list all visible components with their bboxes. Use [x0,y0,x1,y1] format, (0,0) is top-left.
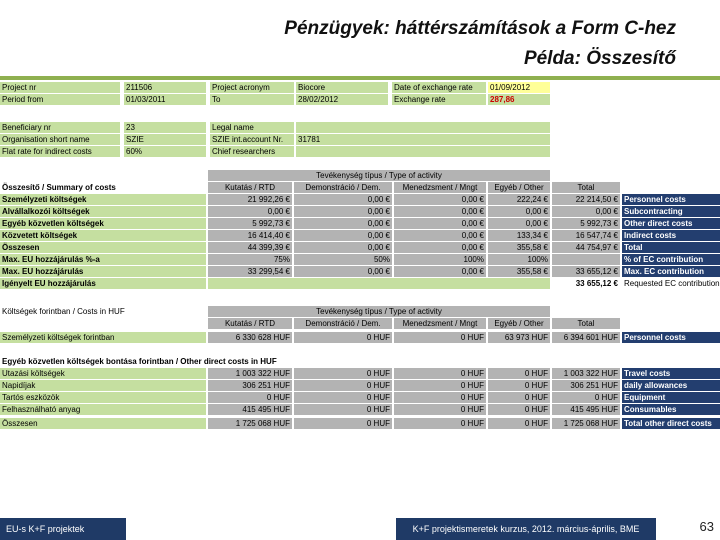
cell: 16 414,40 € [208,230,292,241]
cell: 63 973 HUF [488,332,550,343]
cell: Period from [0,94,120,105]
english-label: Subcontracting [622,206,720,217]
cell: Project nr [0,82,120,93]
cell: 0 HUF [488,380,550,391]
column-header: Demonstráció / Dem. [294,182,392,193]
cell: 0 HUF [394,332,486,343]
cell: 0 HUF [488,404,550,415]
slide-title-line-1: Pénzügyek: háttérszámítások a Form C-hez [284,18,676,39]
huf-section-title: Költségek forintban / Costs in HUF [0,306,206,317]
cell [208,278,550,289]
column-header: Menedzsment / Mngt [394,182,486,193]
cell: 0,00 € [294,266,392,277]
summary-row [0,266,720,278]
cell [296,146,550,157]
row-label: Összesen [0,418,206,429]
column-header: Demonstráció / Dem. [294,318,392,329]
huf-other-row [0,404,720,416]
cell: 0 HUF [552,392,620,403]
english-label: Consumables [622,404,720,415]
summary-row [0,254,720,266]
english-label: daily allowances [622,380,720,391]
cell: 0,00 € [394,230,486,241]
row-label: Személyzeti költségek [0,194,206,205]
cell: Beneficiary nr [0,122,120,133]
summary-activity-header [0,170,720,182]
row-label: Max. EU hozzájárulás [0,266,206,277]
cell: 28/02/2012 [296,94,388,105]
cell: 33 299,54 € [208,266,292,277]
cell: 0,00 € [294,206,392,217]
summary-column-header [0,182,720,194]
cell: 0,00 € [208,206,292,217]
cell: 23 [124,122,206,133]
cell: 355,58 € [488,242,550,253]
cell: 0,00 € [394,266,486,277]
row-label: Közvetett költségek [0,230,206,241]
cell: 0 HUF [294,332,392,343]
row-label: Felhasználható anyag [0,404,206,415]
cell: 100% [394,254,486,265]
english-label: Max. EC contribution [622,266,720,277]
cell: 0,00 € [552,206,620,217]
cell: 31781 [296,134,550,145]
cell: 0 HUF [394,392,486,403]
cell: 0 HUF [488,368,550,379]
row-label: Napidíjak [0,380,206,391]
cell: 306 251 HUF [208,380,292,391]
row-label: Személyzeti költségek forintban [0,332,206,343]
column-header: Kutatás / RTD [208,182,292,193]
english-label: Indirect costs [622,230,720,241]
cell: Date of exchange rate [392,82,486,93]
cell: 0 HUF [294,418,392,429]
row-label: Összesen [0,242,206,253]
cell: 0,00 € [294,194,392,205]
cell: 33 655,12 € [552,266,620,277]
cell: Organisation short name [0,134,120,145]
project-info-row [0,134,720,146]
activity-type-header: Tevékenység típus / Type of activity [208,170,550,181]
cell: 1 003 322 HUF [552,368,620,379]
column-header: Total [552,182,620,193]
row-label: Utazási költségek [0,368,206,379]
cell: 01/09/2012 [488,82,550,93]
column-header: Kutatás / RTD [208,318,292,329]
huf-column-header [0,318,720,330]
cell: 222,24 € [488,194,550,205]
cell: 75% [208,254,292,265]
cell: 211506 [124,82,206,93]
row-label: Max. EU hozzájárulás %-a [0,254,206,265]
cell: 0,00 € [394,194,486,205]
summary-row [0,206,720,218]
english-label: Other direct costs [622,218,720,229]
huf-activity-header [0,306,720,318]
huf-personnel-row [0,332,720,344]
footer-left: EU-s K+F projektek [0,518,126,540]
cell: 44 754,97 € [552,242,620,253]
cell: Chief researchers [210,146,294,157]
cell: Flat rate for indirect costs [0,146,120,157]
cell: Biocore [296,82,388,93]
cell: 50% [294,254,392,265]
summary-row [0,242,720,254]
cell: 0,00 € [394,218,486,229]
project-info-row [0,82,720,94]
project-info-row [0,122,720,134]
cell: 0 HUF [394,368,486,379]
cell: 22 214,50 € [552,194,620,205]
row-label: Egyéb közvetlen költségek [0,218,206,229]
cell: 0 HUF [488,392,550,403]
cell: SZIE [124,134,206,145]
cell: 1 003 322 HUF [208,368,292,379]
cell: 415 495 HUF [208,404,292,415]
huf-other-row [0,380,720,392]
huf-other-row [0,368,720,380]
cell: 60% [124,146,206,157]
english-label: Total other direct costs [622,418,720,429]
cell: 415 495 HUF [552,404,620,415]
exchange-rate-value: 287,86 [488,94,550,105]
cell [552,254,620,265]
huf-other-row [0,392,720,404]
cell: 0,00 € [488,218,550,229]
column-header: Total [552,318,620,329]
column-header: Egyéb / Other [488,182,550,193]
project-info-row [0,94,720,106]
summary-title: Összesítő / Summary of costs [0,182,206,193]
english-label: Travel costs [622,368,720,379]
english-label: Equipment [622,392,720,403]
column-header: Egyéb / Other [488,318,550,329]
cell: 0,00 € [488,206,550,217]
cell: 1 725 068 HUF [208,418,292,429]
english-label: Requested EC contribution [624,279,720,288]
cell: 0 HUF [294,392,392,403]
summary-row [0,194,720,206]
cell: Exchange rate [392,94,486,105]
cell: 1 725 068 HUF [552,418,620,429]
cell: Legal name [210,122,294,133]
summary-row [0,218,720,230]
project-info-row [0,146,720,158]
cell: 21 992,26 € [208,194,292,205]
slide-title-line-2: Példa: Összesítő [523,48,676,69]
cell: 0,00 € [394,206,486,217]
english-label: Personnel costs [622,332,720,343]
cell: 0 HUF [394,404,486,415]
english-label: Total [622,242,720,253]
cell: 0,00 € [294,242,392,253]
cell [296,122,550,133]
row-label: Alvállalkozói költségek [0,206,206,217]
footer-right: K+F projektismeretek kurzus, 2012. március-április, BME [396,518,656,540]
cell: SZIE int.account Nr. [210,134,294,145]
cell: 0 HUF [294,404,392,415]
cell: To [210,94,294,105]
row-label: Igényelt EU hozzájárulás [0,278,206,289]
spreadsheet [0,82,720,432]
cell: 0 HUF [488,418,550,429]
cell: Project acronym [210,82,294,93]
cell: 355,58 € [488,266,550,277]
activity-type-header: Tevékenység típus / Type of activity [208,306,550,317]
cell: 6 330 628 HUF [208,332,292,343]
cell: 01/03/2011 [124,94,206,105]
cell: 0 HUF [208,392,292,403]
cell: 16 547,74 € [552,230,620,241]
requested-contribution-value: 33 655,12 € [552,278,620,289]
cell: 5 992,73 € [552,218,620,229]
cell: 0 HUF [394,418,486,429]
other-direct-costs-title: Egyéb közvetlen költségek bontása forintban / Other direct costs in HUF [0,356,400,367]
english-label: % of EC contribution [622,254,720,265]
title-divider [0,76,720,80]
cell: 0 HUF [294,380,392,391]
cell: 0,00 € [394,242,486,253]
cell: 0 HUF [294,368,392,379]
cell: 133,34 € [488,230,550,241]
cell: 5 992,73 € [208,218,292,229]
cell: 100% [488,254,550,265]
page-number: 63 [699,519,714,534]
cell: 0,00 € [294,218,392,229]
english-label: Personnel costs [622,194,720,205]
cell: 6 394 601 HUF [552,332,620,343]
cell: 306 251 HUF [552,380,620,391]
cell: 0 HUF [394,380,486,391]
summary-row [0,230,720,242]
row-label: Tartós eszközök [0,392,206,403]
column-header: Menedzsment / Mngt [394,318,486,329]
huf-other-row [0,418,720,430]
huf-other-title-row [0,356,720,368]
cell: 0,00 € [294,230,392,241]
summary-row [0,278,720,290]
cell: 44 399,39 € [208,242,292,253]
